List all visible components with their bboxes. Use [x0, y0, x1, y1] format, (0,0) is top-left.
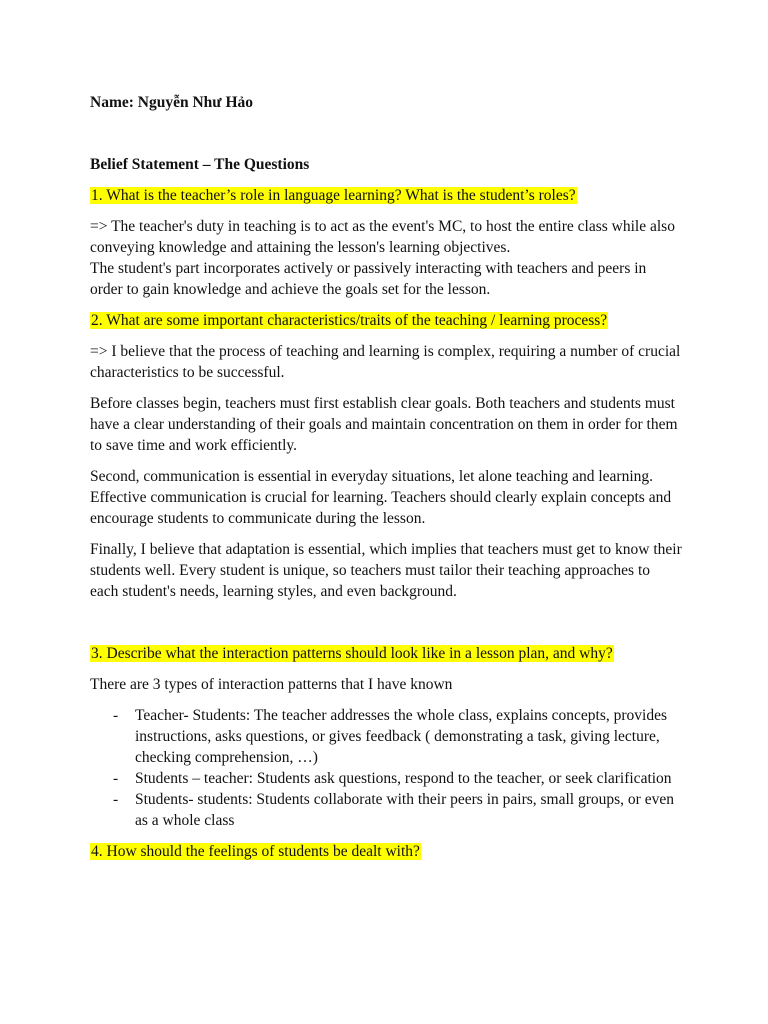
list-item	[90, 768, 682, 789]
list-item-text: Teacher- Students: The teacher addresses the whole class, explains concepts, provides instructions, asks questions, or gives feedback ( demonstrating a task, giving lecture, checking comprehension, …)	[135, 707, 668, 766]
question-4	[90, 841, 682, 862]
interaction-pattern-list	[90, 705, 682, 831]
list-dash: -	[113, 791, 119, 808]
name-line: Name: Nguyễn Như Hảo	[90, 94, 254, 111]
list-item-text: Students – teacher: Students ask questions, respond to the teacher, or seek clarification	[135, 770, 672, 787]
question-1-highlight: 1. What is the teacher’s role in language learning? What is the student’s roles?	[91, 187, 576, 204]
list-item-text: Students- students: Students collaborate with their peers in pairs, small groups, or even as a whole class	[135, 791, 674, 829]
list-dash: -	[113, 770, 119, 787]
answer-2-goals: Before classes begin, teachers must first establish clear goals. Both teachers and students must have a clear understanding of their goals and maintain concentration on them in order for them to save time and work efficiently.	[90, 395, 678, 454]
document-body	[90, 92, 682, 862]
question-2-highlight: 2. What are some important characteristics/traits of the teaching / learning process?	[91, 312, 608, 329]
question-3-highlight: 3. Describe what the interaction patterns should look like in a lesson plan, and why?	[91, 645, 613, 662]
question-4-highlight: 4. How should the feelings of students be dealt with?	[91, 843, 420, 860]
section-heading: Belief Statement – The Questions	[90, 156, 310, 173]
list-item	[90, 789, 682, 831]
answer-2-communication-2: Effective communication is crucial for learning. Teachers should clearly explain concepts and encourage students to communicate during the lesson.	[90, 489, 672, 527]
answer-1-student: The student's part incorporates actively or passively interacting with teachers and peers in order to gain knowledge and achieve the goals set for the lesson.	[90, 260, 647, 298]
answer-2-communication-1: Second, communication is essential in everyday situations, let alone teaching and learning.	[90, 468, 654, 485]
question-2	[90, 310, 682, 331]
answer-3-intro: There are 3 types of interaction patterns that I have known	[90, 676, 453, 693]
answer-2-intro: => I believe that the process of teaching and learning is complex, requiring a number of crucial characteristics to be successful.	[90, 343, 681, 381]
answer-2-adaptation: Finally, I believe that adaptation is essential, which implies that teachers must get to know their students well. Every student is unique, so teachers must tailor their teaching approaches to each student's needs, learning styles, and even background.	[90, 541, 682, 600]
question-1	[90, 185, 682, 206]
question-3	[90, 643, 682, 664]
answer-1-teacher: => The teacher's duty in teaching is to act as the event's MC, to host the entire class while also conveying knowledge and attaining the lesson's learning objectives.	[90, 218, 675, 256]
list-item	[90, 705, 682, 768]
list-dash: -	[113, 707, 119, 724]
